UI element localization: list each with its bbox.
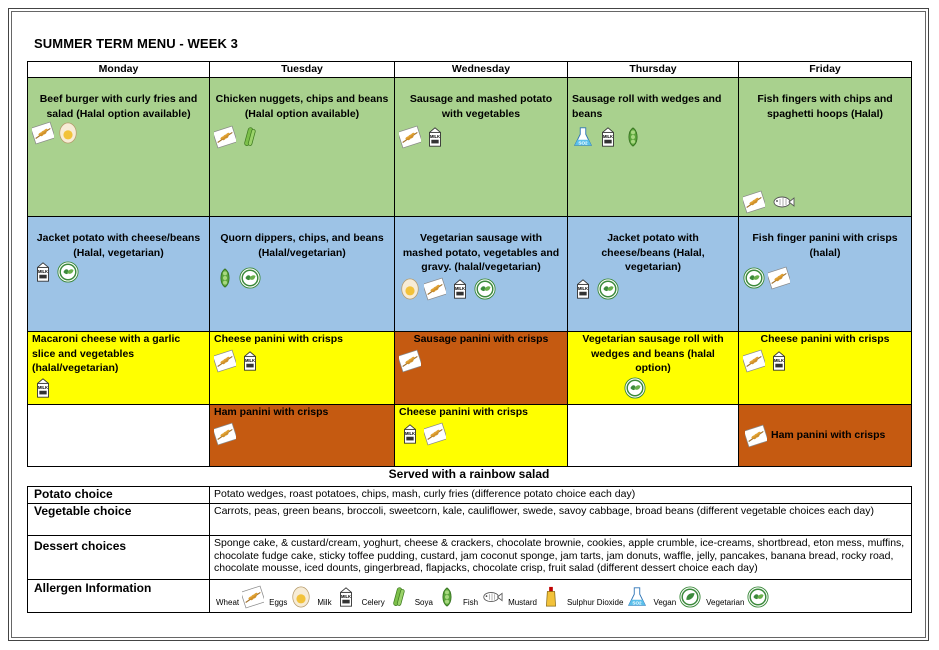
wheat-icon xyxy=(743,349,765,373)
wheat-icon xyxy=(214,422,236,446)
vegan-icon xyxy=(679,585,701,609)
vegetarian-icon xyxy=(743,266,765,290)
allergen-label-milk: Milk xyxy=(317,597,332,607)
vegetarian-icon xyxy=(597,277,619,301)
soya-icon xyxy=(214,266,236,290)
potato-text: Potato wedges, roast potatoes, chips, mash, curly fries (difference potato choice each day) xyxy=(210,487,912,504)
menu-row-alternative xyxy=(28,217,912,332)
allergen-row xyxy=(28,580,912,613)
vegetarian-icon xyxy=(747,585,769,609)
vegetable-text: Carrots, peas, green beans, broccoli, sweetcorn, kale, cauliflower, swede, savoy cabbage, broad beans (different vegetable choices each day) xyxy=(210,504,912,536)
menu-cell-wednesday-panini xyxy=(395,332,568,405)
wheat-icon xyxy=(399,125,421,149)
wheat-icon xyxy=(743,190,765,214)
menu-cell-monday-panini xyxy=(28,332,210,405)
menu-cell-tuesday-extra xyxy=(210,405,395,467)
wheat-icon xyxy=(399,349,421,373)
dish-text: Chicken nuggets, chips and beans (Halal option available) xyxy=(215,93,389,120)
milk-icon xyxy=(32,260,54,284)
vegetable-row xyxy=(28,504,912,536)
dish-text: Macaroni cheese with a garlic slice and vegetables (halal/vegetarian) xyxy=(32,333,181,374)
potato-row xyxy=(28,487,912,504)
dish-text: Fish finger panini with crisps (halal) xyxy=(752,232,898,259)
menu-cell-tuesday-panini xyxy=(210,332,395,405)
menu-cell-wednesday-extra xyxy=(395,405,568,467)
dish-text: Sausage and mashed potato with vegetables xyxy=(409,93,553,120)
day-header-tuesday: Tuesday xyxy=(210,62,395,78)
milk-icon xyxy=(572,277,594,301)
egg-icon xyxy=(57,121,79,145)
menu-cell-friday-panini xyxy=(739,332,912,405)
wheat-icon xyxy=(32,121,54,145)
day-header-friday: Friday xyxy=(739,62,912,78)
menu-cell-tuesday-alt xyxy=(210,217,395,332)
dish-text: Sausage panini with crisps xyxy=(413,333,549,345)
menu-row-panini xyxy=(28,332,912,405)
fish-icon xyxy=(768,190,798,214)
menu-cell-tuesday-main xyxy=(210,78,395,217)
day-header-thursday: Thursday xyxy=(568,62,739,78)
dish-text: Jacket potato with cheese/beans (Halal, vegetarian) xyxy=(36,232,201,259)
egg-icon xyxy=(399,277,421,301)
wheat-icon xyxy=(424,422,446,446)
milk-icon xyxy=(597,125,619,149)
dish-text: Ham panini with crisps xyxy=(214,406,329,418)
allergen-label-eggs: Eggs xyxy=(269,597,288,607)
vegetarian-icon xyxy=(239,266,261,290)
day-header-wednesday: Wednesday xyxy=(395,62,568,78)
dessert-label: Dessert choices xyxy=(28,536,210,580)
milk-icon xyxy=(768,349,790,373)
milk-icon xyxy=(32,376,54,400)
day-header-monday: Monday xyxy=(28,62,210,78)
menu-cell-friday-alt xyxy=(739,217,912,332)
allergen-label-wheat: Wheat xyxy=(216,597,240,607)
weekly-menu-table xyxy=(27,61,912,467)
dish-text: Vegetarian sausage with mashed potato, vegetables and gravy. (halal/vegetarian) xyxy=(402,232,560,273)
milk-icon xyxy=(424,125,446,149)
allergen-label-celery: Celery xyxy=(361,597,385,607)
dessert-row xyxy=(28,536,912,580)
allergen-label-vegan: Vegan xyxy=(653,597,677,607)
menu-cell-thursday-main xyxy=(568,78,739,217)
menu-row-extra-panini xyxy=(28,405,912,467)
menu-info-table xyxy=(27,486,912,613)
sulphur-dioxide-icon xyxy=(572,125,594,149)
menu-cell-monday-extra xyxy=(28,405,210,467)
celery-icon xyxy=(388,585,410,609)
dish-text: Beef burger with curly fries and salad (Halal option available) xyxy=(39,93,198,120)
day-header-row xyxy=(28,62,912,78)
menu-cell-monday-main xyxy=(28,78,210,217)
menu-cell-wednesday-alt xyxy=(395,217,568,332)
soya-icon xyxy=(622,125,644,149)
menu-cell-friday-main xyxy=(739,78,912,217)
dish-text: Cheese panini with crisps xyxy=(760,333,890,345)
allergen-label-fish: Fish xyxy=(462,597,479,607)
mustard-icon xyxy=(540,585,562,609)
wheat-icon xyxy=(745,424,767,448)
wheat-icon xyxy=(214,349,236,373)
egg-icon xyxy=(290,585,312,609)
wheat-icon xyxy=(214,125,236,149)
menu-cell-monday-alt xyxy=(28,217,210,332)
menu-cell-friday-extra xyxy=(739,405,912,467)
dish-text: Jacket potato with cheese/beans (Halal, vegetarian) xyxy=(601,232,705,273)
menu-row-main xyxy=(28,78,912,217)
celery-icon xyxy=(239,125,261,149)
dish-text: Fish fingers with chips and spaghetti hoops (Halal) xyxy=(757,93,893,120)
sulphur-dioxide-icon xyxy=(626,585,648,609)
allergen-label-vegetarian: Vegetarian xyxy=(706,597,745,607)
dish-text: Cheese panini with crisps xyxy=(214,333,343,345)
wheat-icon xyxy=(242,585,264,609)
dish-text: Ham panini with crisps xyxy=(771,429,886,442)
vegetarian-icon xyxy=(624,376,646,400)
page-title: SUMMER TERM MENU - WEEK 3 xyxy=(34,36,238,51)
vegetarian-icon xyxy=(57,260,79,284)
menu-cell-thursday-extra xyxy=(568,405,739,467)
dish-text: Vegetarian sausage roll with wedges and beans (halal option) xyxy=(582,333,724,374)
salad-note: Served with a rainbow salad xyxy=(388,467,550,481)
dish-text: Cheese panini with crisps xyxy=(399,406,528,418)
dessert-text: Sponge cake, & custard/cream, yoghurt, cheese & crackers, chocolate brownie, cookies, apple crumble, ice-creams, shortbread, eton mess, muffins, chocolate fudge cake, sticky toffee pudding, custard, jam coconut sponge, jam tarts, jam donuts, waffle, jelly, pancakes, banana bread, rocky road, chocolate mousse, iced dounts, gingerbread, flapjacks, chocolate crisp, fruit salad (different dessert choice each day) xyxy=(210,536,912,580)
wheat-icon xyxy=(424,277,446,301)
dish-text: Quorn dippers, chips, and beans (Halal/vegetarian) xyxy=(220,232,384,259)
allergen-legend xyxy=(210,580,912,613)
menu-cell-thursday-alt xyxy=(568,217,739,332)
soya-icon xyxy=(436,585,458,609)
milk-icon xyxy=(335,585,357,609)
menu-cell-thursday-panini xyxy=(568,332,739,405)
milk-icon xyxy=(239,349,261,373)
menu-cell-wednesday-main xyxy=(395,78,568,217)
fish-icon xyxy=(481,585,503,609)
vegetable-label: Vegetable choice xyxy=(28,504,210,536)
allergen-label-mustard: Mustard xyxy=(508,597,537,607)
allergen-label: Allergen Information xyxy=(28,580,210,613)
dish-text: Sausage roll with wedges and beans xyxy=(572,93,722,120)
allergen-label-sulphur-dioxide: Sulphur Dioxide xyxy=(566,597,624,607)
milk-icon xyxy=(449,277,471,301)
allergen-label-soya: Soya xyxy=(414,597,433,607)
milk-icon xyxy=(399,422,421,446)
wheat-icon xyxy=(768,266,790,290)
vegetarian-icon xyxy=(474,277,496,301)
potato-label: Potato choice xyxy=(28,487,210,504)
